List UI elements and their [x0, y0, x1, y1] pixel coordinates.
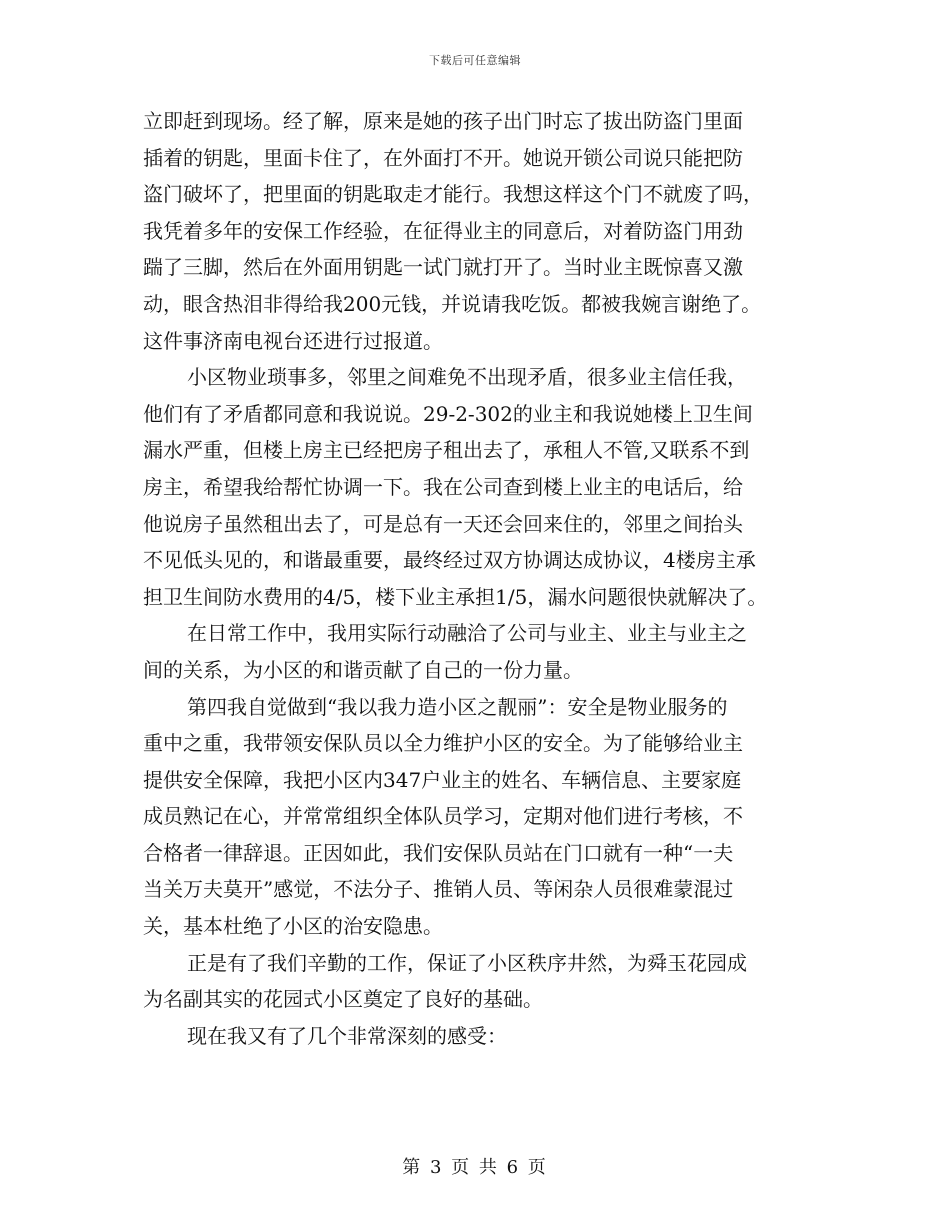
text-line: 踹了三脚，然后在外面用钥匙一试门就打开了。当时业主既惊喜又激	[143, 255, 743, 280]
text-line: 插着的钥匙，里面卡住了，在外面打不开。她说开锁公司说只能把防	[143, 145, 743, 170]
text-line: 盗门破坏了，把里面的钥匙取走才能行。我想这样这个门不就废了吗，	[143, 182, 763, 207]
text-line: 重中之重，我带领安保队员以全力维护小区的安全。为了能够给业主	[143, 731, 743, 756]
paragraph-1	[143, 103, 805, 359]
paragraph-2	[143, 359, 805, 615]
text-line: 漏水严重，但楼上房主已经把房子租出去了，承租人不管,又联系不到	[143, 438, 750, 463]
page-header: 下载后可任意编辑	[429, 54, 521, 67]
page-footer: 第 3 页 共 6 页	[402, 1157, 548, 1178]
text-line: 动，眼含热泪非得给我200元钱，并说请我吃饭。都被我婉言谢绝了。	[143, 291, 762, 316]
text-line: 担卫生间防水费用的4/5，楼下业主承担1/5，漏水问题很快就解决了。	[143, 584, 768, 609]
text-line: 合格者一律辞退。正因如此，我们安保队员站在门口就有一种“一夫	[143, 840, 734, 865]
text-line: 他们有了矛盾都同意和我说说。29-2-302的业主和我说她楼上卫生间	[143, 401, 753, 426]
text-line: 他说房子虽然租出去了，可是总有一天还会回来住的，邻里之间抬头	[143, 511, 743, 536]
text-line: 正是有了我们辛勤的工作，保证了小区秩序井然，为舜玉花园成	[187, 950, 747, 975]
text-line: 间的关系，为小区的和谐贡献了自己的一份力量。	[143, 657, 583, 682]
text-line: 成员熟记在心，并常常组织全体队员学习，定期对他们进行考核，不	[143, 804, 743, 829]
text-line: 在日常工作中，我用实际行动融洽了公司与业主、业主与业主之	[187, 621, 747, 646]
text-line: 现在我又有了几个非常深刻的感受：	[187, 1023, 507, 1048]
text-line: 这件事济南电视台还进行过报道。	[143, 328, 443, 353]
paragraph-4	[143, 689, 805, 945]
text-line: 立即赶到现场。经了解，原来是她的孩子出门时忘了拔出防盗门里面	[143, 109, 743, 133]
text-line: 第四我自觉做到“我以我力造小区之靓丽”：安全是物业服务的	[187, 694, 728, 719]
text-line: 房主，希望我给帮忙协调一下。我在公司查到楼上业主的电话后，给	[143, 474, 743, 499]
text-line: 小区物业琐事多，邻里之间难免不出现矛盾，很多业主信任我，	[187, 365, 747, 390]
paragraph-6	[143, 1018, 805, 1055]
text-line: 为名副其实的花园式小区奠定了良好的基础。	[143, 987, 543, 1012]
text-line: 提供安全保障，我把小区内347户业主的姓名、车辆信息、主要家庭	[143, 767, 742, 792]
paragraph-5	[143, 945, 805, 1018]
text-line: 关，基本杜绝了小区的治安隐患。	[143, 914, 443, 939]
text-line: 当关万夫莫开”感觉，不法分子、推销人员、等闲杂人员很难蒙混过	[143, 877, 734, 902]
document-body	[143, 103, 805, 1054]
text-line: 不见低头见的，和谐最重要，最终经过双方协调达成协议，4楼房主承	[143, 548, 756, 573]
paragraph-3	[143, 615, 805, 688]
text-line: 我凭着多年的安保工作经验，在征得业主的同意后，对着防盗门用劲	[143, 218, 743, 243]
